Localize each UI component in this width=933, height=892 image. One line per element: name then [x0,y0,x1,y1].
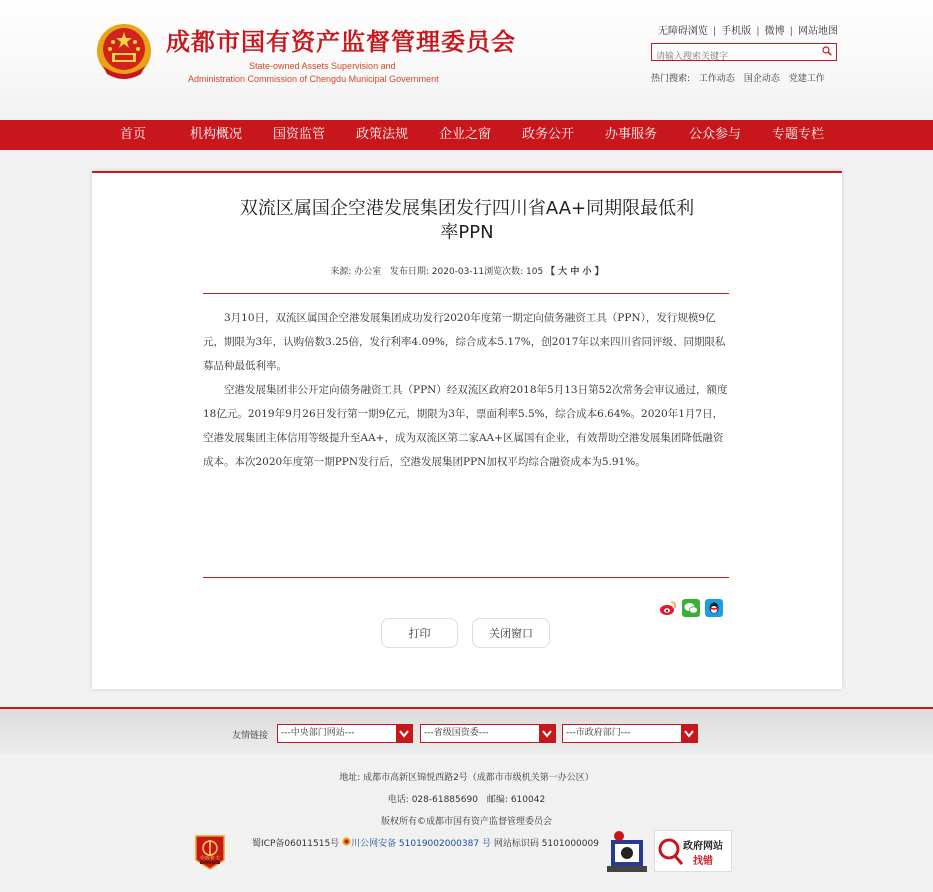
nav-item-policy[interactable]: 政策法规 [356,127,409,142]
chevron-down-icon [539,725,555,742]
select-value: ---中央部门网站--- [281,728,355,738]
nav-item-public-affairs[interactable]: 政务公开 [522,127,575,142]
footer-copyright: 版权所有©成都市国有资产监督管理委员会 [380,817,552,827]
bottom-divider [203,577,729,578]
site-id: 网站标识码 5101000009 [493,839,599,849]
nav-item-enterprise[interactable]: 企业之窗 [439,127,492,142]
article-paragraph: 3月10日，双流区属国企空港发展集团成功发行2020年度第一期定向债务融资工具（PPN），发行规模9亿元，期限为3年，认购倍数3.25倍，发行利率4.09%，综合成本5.17%，创2017年以来四川省同评级、同期限私募品种最低利率。 [203,312,726,372]
hot-search-label: 热门搜索: [651,74,691,84]
hot-term[interactable]: 国企动态 [743,74,780,84]
hot-term[interactable]: 党建工作 [788,74,825,84]
police-badge-icon [342,837,351,846]
police-cyber-icon[interactable] [605,830,650,874]
weibo-share-icon[interactable] [659,599,677,617]
article-views: 浏览次数: 105 [484,267,544,277]
search-icon[interactable] [822,46,832,56]
gov-site-label: 政府网站 [683,841,723,852]
chevron-down-icon [681,725,697,742]
footer-phone: 电话: 028-61885690 邮编: 610042 [387,795,546,805]
nav-item-supervision[interactable]: 国资监管 [273,127,326,142]
article-date: 发布日期: 2020-03-11 [389,267,485,277]
close-window-button[interactable]: 关闭窗口 [472,618,550,648]
police-record-link[interactable]: 川公网安备 51019002000387 号 [351,839,491,849]
find-error-label: 找错 [693,856,713,867]
search-input[interactable] [652,49,816,65]
weibo-link[interactable]: 微博 [764,26,785,37]
main-nav [0,120,933,150]
article-card [92,171,842,689]
mobile-link[interactable]: 手机版 [721,26,752,37]
magnifier-icon [657,837,683,865]
friend-links-label: 友情链接 [232,731,269,741]
article-meta [92,264,842,277]
select-value: ---省级国资委--- [424,728,489,738]
nav-item-services[interactable]: 办事服务 [605,127,658,142]
site-header [0,0,933,120]
print-button[interactable]: 打印 [381,618,458,648]
chevron-down-icon [396,725,412,742]
nav-item-home[interactable]: 首页 [120,127,147,142]
hot-search [651,71,831,84]
wechat-share-icon[interactable] [682,599,700,617]
provincial-sasac-select[interactable] [420,724,556,743]
gov-site-find-error[interactable] [654,830,732,872]
footer-record-info [252,836,599,849]
select-value: ---市政府部门--- [566,728,631,738]
national-emblem-icon [95,22,153,84]
icp-link[interactable]: 蜀ICP备06011515号 [252,839,340,849]
article-paragraph: 空港发展集团非公开定向债务融资工具（PPN）经双流区政府2018年5月13日第52次常务会审议通过，额度18亿元。2019年9月26日发行第一期9亿元，期限为3年，票面利率5.5%，综合成本6.64%。2020年1月7日，空港发展集团主体信用等级提升至AA+，成为双流区第二家AA+区属国有企业，有效帮助空港发展集团降低融资成本。本次2020年度第一期PPN发行后，空港发展集团PPN加权平均综合融资成本为5.91%。 [203,384,728,468]
article-source: 来源: 办公室 [330,267,382,277]
article-title-line: 率PPN [440,222,494,243]
sitemap-link[interactable]: 网站地图 [798,26,838,37]
article-title [92,197,842,245]
font-size-controls[interactable]: 【 大 中 小 】 [546,267,604,277]
friend-links-bar [0,709,933,755]
footer-address: 地址: 成都市高新区锦悦西路2号（成都市市级机关第一办公区） [339,773,594,783]
qq-share-icon[interactable] [705,599,723,617]
site-title: 成都市国有资产监督管理委员会 [166,28,516,56]
central-dept-select[interactable] [277,724,413,743]
party-badge-text: 党政机关 [199,856,220,862]
party-organ-badge-icon[interactable] [194,834,226,870]
city-dept-select[interactable] [562,724,698,743]
hot-term[interactable]: 工作动态 [698,74,735,84]
nav-item-organization[interactable]: 机构概况 [190,127,243,142]
nav-item-participation[interactable]: 公众参与 [689,127,742,142]
site-subtitle-en-2: Administration Commission of Chengdu Municipal Government [188,74,439,84]
search-box [651,43,837,61]
top-divider [203,293,729,294]
article-title-line: 双流区属国企空港发展集团发行四川省AA+同期限最低利 [239,198,695,219]
nav-item-topics[interactable]: 专题专栏 [772,127,825,142]
top-links: 无障碍浏览 | 手机版 | 微博 | 网站地图 [657,26,838,37]
site-subtitle-en-1: State-owned Assets Supervision and [249,61,396,71]
accessibility-link[interactable]: 无障碍浏览 [657,26,708,37]
article-body [203,306,729,474]
